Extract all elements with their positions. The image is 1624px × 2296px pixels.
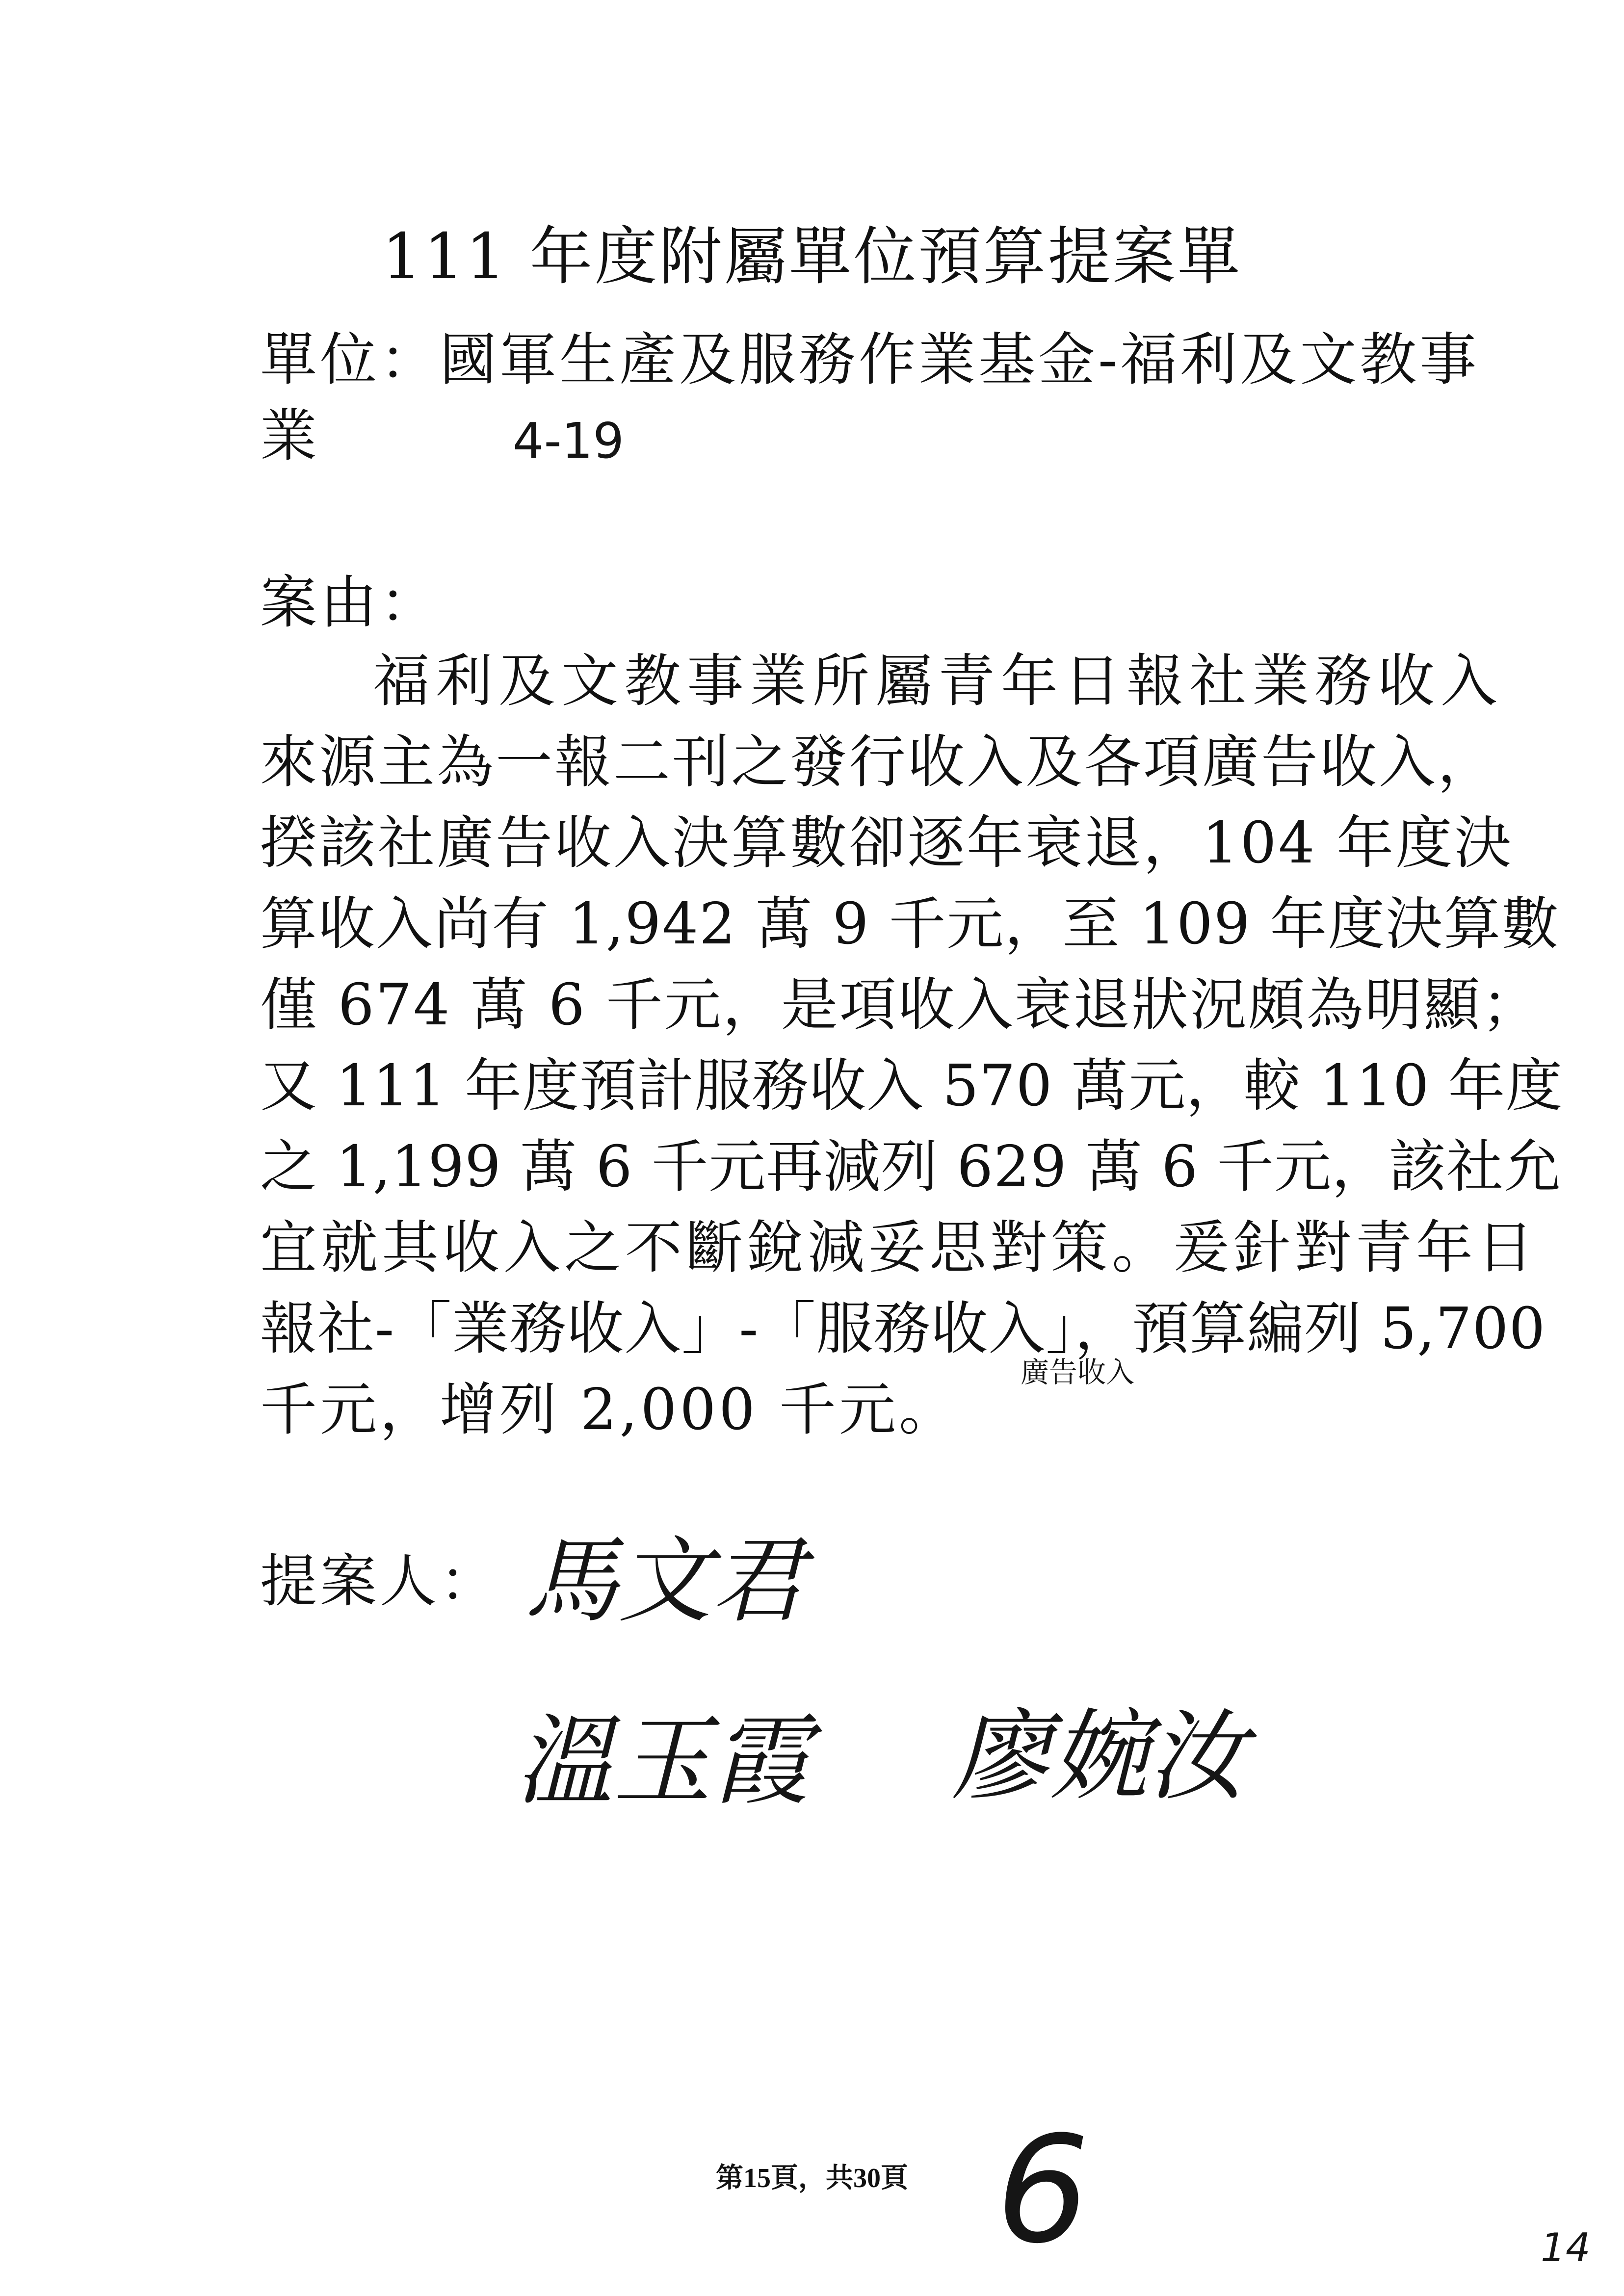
unit-line-2: 業: [260, 403, 320, 469]
handwritten-corner-number: 14: [1541, 2225, 1591, 2270]
body-line: 福利及文教事業所屬青年日報社業務收入: [373, 648, 1503, 714]
body-line: 算收入尚有 1,942 萬 9 千元，至 109 年度決算數: [260, 891, 1560, 957]
handwritten-ref: 4-19: [513, 412, 624, 470]
handwritten-page-number: 6: [996, 2105, 1090, 2276]
page-footer: 第15頁，共30頁: [716, 2163, 908, 2193]
body-line: 僅 674 萬 6 千元，是項收入衰退狀況頗為明顯；: [260, 972, 1540, 1038]
signature: 溫玉霞: [515, 1704, 810, 1819]
body-line: 千元，增列 2,000 千元。: [260, 1377, 959, 1443]
signature: 廖婉汝: [952, 1699, 1247, 1814]
body-line: 宜就其收入之不斷銳減妥思對策。爰針對青年日: [260, 1215, 1538, 1281]
handwritten-note: 廣告收入: [1021, 1356, 1135, 1389]
body-line: 又 111 年度預計服務收入 570 萬元，較 110 年度: [260, 1053, 1563, 1119]
document-title: 111 年度附屬單位預算提案單: [382, 220, 1242, 293]
body-line: 之 1,199 萬 6 千元再減列 629 萬 6 千元，該社允: [260, 1134, 1562, 1200]
body-line: 來源主為一報二刊之發行收入及各項廣告收入，: [260, 729, 1496, 795]
signature: 馬文君: [525, 1527, 805, 1635]
reason-label: 案由：: [260, 570, 440, 636]
proposer-label: 提案人：: [260, 1548, 499, 1615]
body-line: 報社-「業務收入」-「服務收入」，預算編列 5,700: [260, 1296, 1546, 1362]
unit-line-1: 單位：國軍生產及服務作業基金-福利及文教事: [260, 327, 1480, 393]
body-line: 揆該社廣告收入決算數卻逐年衰退，104 年度決: [260, 810, 1514, 876]
